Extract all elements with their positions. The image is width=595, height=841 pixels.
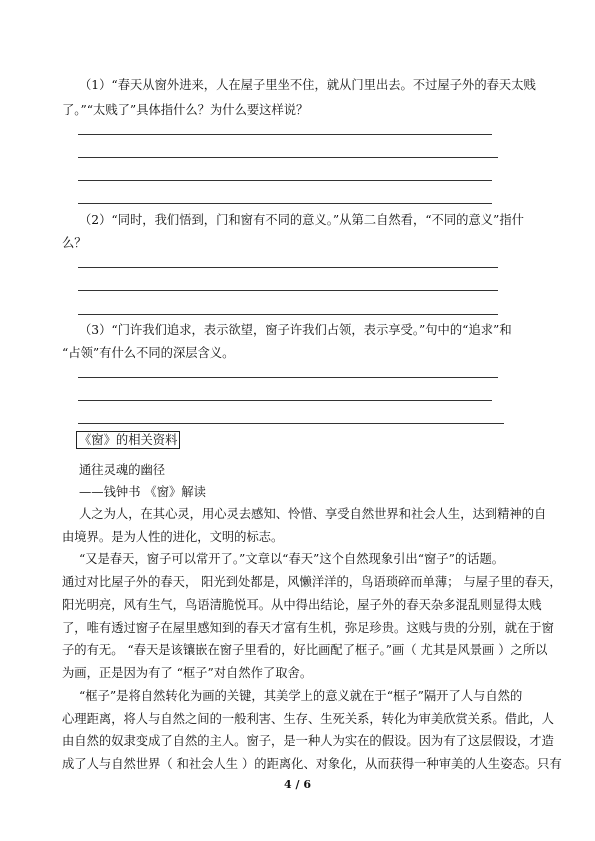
material-paragraph-line: 心理距离，将人与自然之间的一般利害、生存、生死关系，转化为审美欣赏关系。借此，人 <box>62 712 554 726</box>
answer-line[interactable] <box>78 423 504 424</box>
material-paragraph-line: “又是春天，窗子可以常开了。”文章以“春天”这个自然现象引出“窗子”的话题。 <box>79 552 505 566</box>
answer-line[interactable] <box>78 134 492 135</box>
material-subtitle: ——钱钟书 《窗》解读 <box>79 485 206 499</box>
question-3-line-2: “占领”有什么不同的深层含义。 <box>62 346 235 360</box>
page-number: 4 / 6 <box>284 778 311 791</box>
answer-line[interactable] <box>78 290 498 291</box>
material-paragraph-line: 通过对比屋子外的春天， 阳光到处都是，风懒洋洋的，鸟语琐碎而单薄； 与屋子里的春天， <box>62 575 562 589</box>
material-box-label: 《窗》的相关资料 <box>76 431 180 449</box>
answer-line[interactable] <box>78 377 498 378</box>
material-paragraph-line: 成了人与自然世界（ 和社会人生 ）的距离化、对象化，从而获得一种审美的人生姿态。只有 <box>62 757 562 771</box>
material-paragraph-line: 人之为人，在其心灵，用心灵去感知、怜惜、享受自然世界和社会人生，达到精神的自 <box>79 507 547 521</box>
material-paragraph-line: 子的有无。 “春天是该镶嵌在窗子里看的，好比画配了框子。”画（ 尤其是风景画 ）之所以 <box>62 643 548 657</box>
answer-line[interactable] <box>78 180 492 181</box>
question-1-line-2: 了。”“太贱了”具体指什么？为什么要这样说？ <box>62 103 309 117</box>
question-3-line-1: （3）“门许我们追求，表示欲望，窗子许我们占领，表示享受。”句中的“追求”和 <box>79 323 512 337</box>
answer-line[interactable] <box>78 400 492 401</box>
question-1-line-1: （1）“春天从窗外进来，人在屋子里坐不住，就从门里出去。不过屋子外的春天太贱 <box>79 78 536 92</box>
material-title: 通往灵魂的幽径 <box>79 463 166 477</box>
question-2-line-2: 么？ <box>62 236 87 250</box>
answer-line[interactable] <box>78 314 498 315</box>
answer-line[interactable] <box>78 157 498 158</box>
question-2-line-1: （2）“同时，我们悟到，门和窗有不同的意义。”从第二自然看，“不同的意义”指什 <box>79 213 524 227</box>
material-paragraph-line: 由境界。是为人性的进化，文明的标志。 <box>62 530 284 544</box>
answer-line[interactable] <box>78 267 498 268</box>
material-paragraph-line: 了，唯有透过窗子在屋里感知到的春天才富有生机，弥足珍贵。这贱与贵的分别，就在于窗 <box>62 621 554 635</box>
answer-line[interactable] <box>78 203 492 204</box>
material-paragraph-line: 为画，正是因为有了 “框子”对自然作了取舍。 <box>62 666 313 680</box>
material-paragraph-line: 由自然的奴隶变成了自然的主人。窗子，是一种人为实在的假设。因为有了这层假设，才造 <box>62 734 554 748</box>
material-paragraph-line: “框子”是将自然转化为画的关键，其美学上的意义就在于“框子”隔开了人与自然的 <box>79 689 523 703</box>
material-paragraph-line: 阳光明亮，风有生气，鸟语清脆悦耳。从中得出结论，屋子外的春天杂多混乱则显得太贱 <box>62 598 542 612</box>
